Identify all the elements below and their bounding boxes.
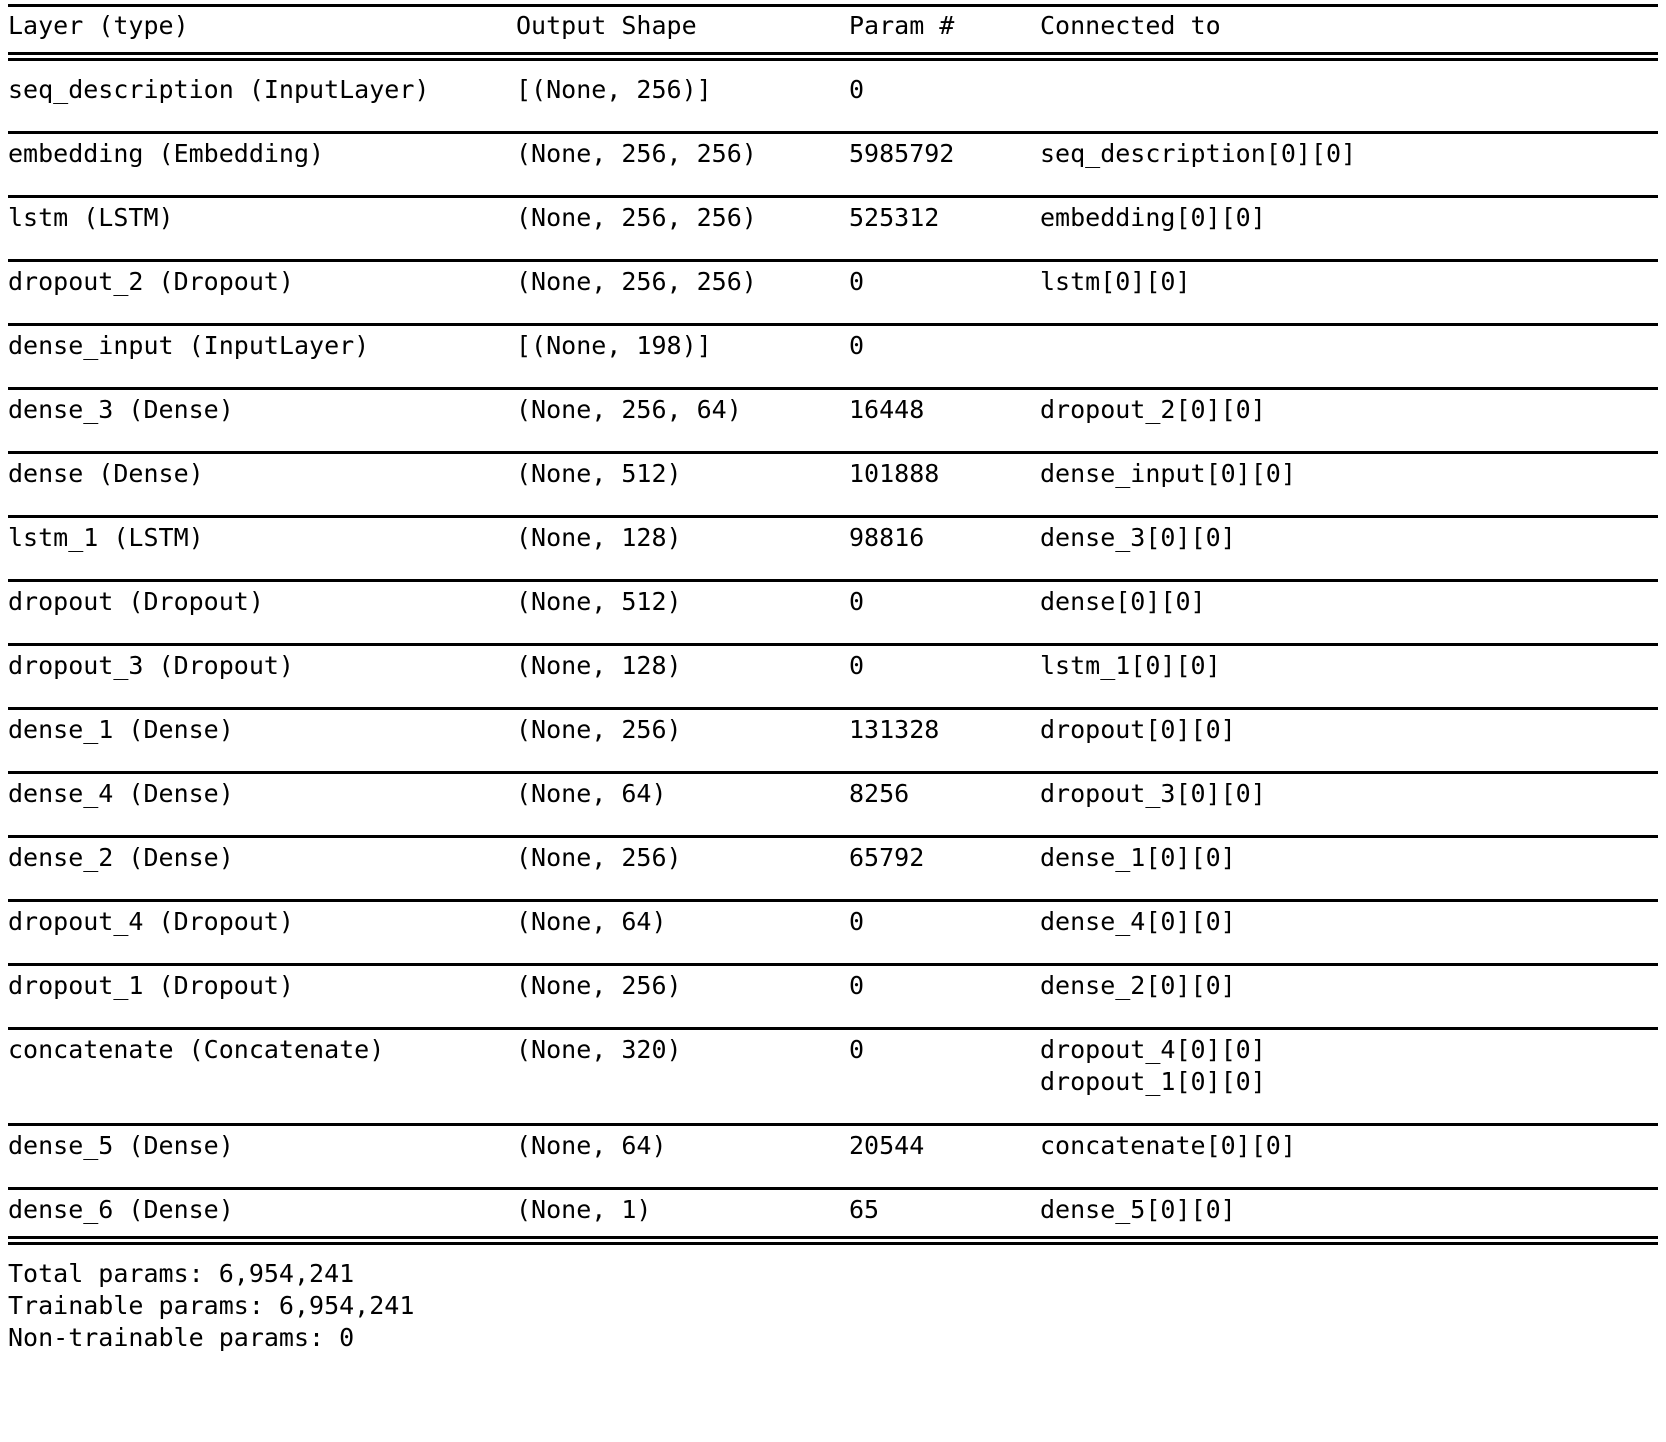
row-connected: seq_description[0][0] <box>1040 139 1357 168</box>
row-divider <box>8 835 1658 838</box>
row-divider <box>8 579 1658 582</box>
row-connected: dropout_3[0][0] <box>1040 779 1266 808</box>
row-layer: dense_input (InputLayer) <box>8 331 370 360</box>
row-params: 65 <box>849 1195 880 1224</box>
row-divider <box>8 515 1658 518</box>
row-divider <box>8 1123 1658 1126</box>
row-connected-secondary: dropout_1[0][0] <box>1040 1067 1266 1096</box>
row-divider <box>8 707 1658 710</box>
row-layer: dense_3 (Dense) <box>8 395 234 424</box>
row-shape: (None, 256) <box>516 971 682 1000</box>
row-layer: dropout (Dropout) <box>8 587 264 616</box>
row-params: 98816 <box>849 523 925 552</box>
row-shape: (None, 128) <box>516 651 682 680</box>
row-divider <box>8 131 1658 134</box>
row-layer: dense_1 (Dense) <box>8 715 234 744</box>
row-divider <box>8 1187 1658 1190</box>
row-shape: (None, 256) <box>516 843 682 872</box>
row-connected: concatenate[0][0] <box>1040 1131 1296 1160</box>
row-params: 101888 <box>849 459 940 488</box>
row-params: 525312 <box>849 203 940 232</box>
row-layer: lstm_1 (LSTM) <box>8 523 204 552</box>
row-params: 0 <box>849 1035 865 1064</box>
row-connected: lstm[0][0] <box>1040 267 1191 296</box>
row-connected: embedding[0][0] <box>1040 203 1266 232</box>
header-params: Param # <box>849 11 955 40</box>
row-connected: dense_5[0][0] <box>1040 1195 1236 1224</box>
header-layer: Layer (type) <box>8 11 189 40</box>
row-layer: dense_4 (Dense) <box>8 779 234 808</box>
row-params: 5985792 <box>849 139 955 168</box>
row-shape: (None, 512) <box>516 587 682 616</box>
row-params: 0 <box>849 971 865 1000</box>
total-params: Total params: 6,954,241 <box>8 1259 355 1288</box>
row-shape: (None, 256) <box>516 715 682 744</box>
row-shape: (None, 256, 256) <box>516 203 757 232</box>
row-params: 0 <box>849 651 865 680</box>
row-connected: dense_4[0][0] <box>1040 907 1236 936</box>
row-layer: seq_description (InputLayer) <box>8 75 430 104</box>
row-params: 0 <box>849 907 865 936</box>
row-layer: dropout_1 (Dropout) <box>8 971 294 1000</box>
row-layer: dense_6 (Dense) <box>8 1195 234 1224</box>
row-divider <box>8 323 1658 326</box>
row-divider <box>8 1027 1658 1030</box>
row-shape: [(None, 256)] <box>516 75 712 104</box>
row-shape: (None, 256, 256) <box>516 139 757 168</box>
row-divider <box>8 451 1658 454</box>
row-layer: dense_5 (Dense) <box>8 1131 234 1160</box>
top-rule <box>8 4 1658 7</box>
row-layer: dropout_3 (Dropout) <box>8 651 294 680</box>
row-params: 0 <box>849 267 865 296</box>
row-layer: dense_2 (Dense) <box>8 843 234 872</box>
row-connected: dense_input[0][0] <box>1040 459 1296 488</box>
row-shape: (None, 64) <box>516 1131 667 1160</box>
row-shape: (None, 256, 64) <box>516 395 742 424</box>
row-divider <box>8 899 1658 902</box>
footer-double-rule <box>8 1236 1658 1245</box>
row-params: 16448 <box>849 395 925 424</box>
trainable-params: Trainable params: 6,954,241 <box>8 1291 415 1320</box>
row-shape: (None, 512) <box>516 459 682 488</box>
row-shape: (None, 1) <box>516 1195 652 1224</box>
row-connected: dense[0][0] <box>1040 587 1206 616</box>
row-layer: dropout_2 (Dropout) <box>8 267 294 296</box>
header-double-rule <box>8 52 1658 61</box>
row-params: 20544 <box>849 1131 925 1160</box>
row-divider <box>8 771 1658 774</box>
header-connected: Connected to <box>1040 11 1221 40</box>
row-layer: concatenate (Concatenate) <box>8 1035 385 1064</box>
row-layer: embedding (Embedding) <box>8 139 325 168</box>
row-divider <box>8 963 1658 966</box>
row-connected: dense_2[0][0] <box>1040 971 1236 1000</box>
non-trainable-params: Non-trainable params: 0 <box>8 1323 355 1352</box>
row-divider <box>8 387 1658 390</box>
row-params: 131328 <box>849 715 940 744</box>
row-params: 65792 <box>849 843 925 872</box>
row-shape: (None, 64) <box>516 779 667 808</box>
row-layer: dense (Dense) <box>8 459 204 488</box>
row-layer: lstm (LSTM) <box>8 203 174 232</box>
row-shape: [(None, 198)] <box>516 331 712 360</box>
row-connected: dropout_4[0][0] <box>1040 1035 1266 1064</box>
row-params: 8256 <box>849 779 910 808</box>
row-shape: (None, 256, 256) <box>516 267 757 296</box>
header-shape: Output Shape <box>516 11 697 40</box>
row-shape: (None, 64) <box>516 907 667 936</box>
row-connected: dense_1[0][0] <box>1040 843 1236 872</box>
row-layer: dropout_4 (Dropout) <box>8 907 294 936</box>
row-connected: lstm_1[0][0] <box>1040 651 1221 680</box>
row-shape: (None, 320) <box>516 1035 682 1064</box>
row-divider <box>8 643 1658 646</box>
row-connected: dropout[0][0] <box>1040 715 1236 744</box>
row-shape: (None, 128) <box>516 523 682 552</box>
row-divider <box>8 195 1658 198</box>
row-connected: dense_3[0][0] <box>1040 523 1236 552</box>
row-connected: dropout_2[0][0] <box>1040 395 1266 424</box>
row-params: 0 <box>849 75 865 104</box>
row-params: 0 <box>849 331 865 360</box>
row-params: 0 <box>849 587 865 616</box>
row-divider <box>8 259 1658 262</box>
